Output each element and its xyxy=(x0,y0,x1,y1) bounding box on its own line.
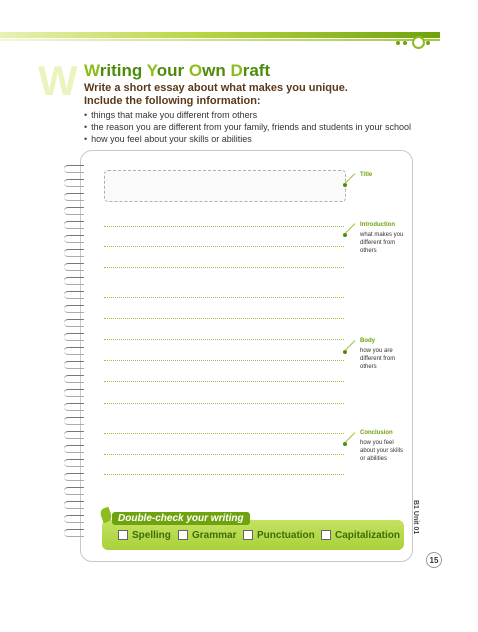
spiral-ring xyxy=(64,319,84,327)
spiral-ring xyxy=(64,263,84,271)
bullet-item: • the reason you are different from your family, friends and students in your school xyxy=(84,121,411,133)
writing-line[interactable] xyxy=(104,381,344,382)
spiral-ring xyxy=(64,417,84,425)
writing-line[interactable] xyxy=(104,403,344,404)
checklist-label: Grammar xyxy=(192,529,237,541)
title-rest: raft xyxy=(242,61,271,80)
spiral-ring xyxy=(64,165,84,173)
writing-line[interactable] xyxy=(104,433,344,434)
writing-line[interactable] xyxy=(104,267,344,268)
title-rest: riting xyxy=(99,61,147,80)
section-label-conclusion: Conclusion xyxy=(360,430,393,436)
checklist-item-capitalization[interactable] xyxy=(321,528,400,542)
spiral-ring xyxy=(64,459,84,467)
spiral-ring xyxy=(64,529,84,537)
unit-tab: B1 Unit 01 xyxy=(412,500,419,535)
spiral-ring xyxy=(64,277,84,285)
checkbox[interactable] xyxy=(243,530,253,540)
title-rest: our xyxy=(156,61,189,80)
section-label-introduction: Introduction xyxy=(360,222,395,228)
spiral-ring xyxy=(64,221,84,229)
checkbox[interactable] xyxy=(321,530,331,540)
writing-line[interactable] xyxy=(104,226,344,227)
instruction-bullets xyxy=(84,109,411,145)
checkbox[interactable] xyxy=(178,530,188,540)
section-desc-conclusion: how you feel about your skills or abilities xyxy=(360,440,404,462)
spiral-ring xyxy=(64,515,84,523)
page-title xyxy=(84,61,270,81)
section-desc-introduction: what makes you different from others xyxy=(360,232,404,254)
header-bar-underline xyxy=(0,39,440,41)
spiral-ring xyxy=(64,445,84,453)
spiral-ring xyxy=(64,193,84,201)
writing-line[interactable] xyxy=(104,339,344,340)
title-input-box[interactable] xyxy=(104,170,346,202)
spiral-ring xyxy=(64,179,84,187)
checklist-item-spelling[interactable] xyxy=(118,528,171,542)
spiral-ring xyxy=(64,389,84,397)
spiral-ring xyxy=(64,347,84,355)
section-label-body: Body xyxy=(360,338,375,344)
title-cap: W xyxy=(84,61,100,80)
spiral-binding xyxy=(64,165,86,545)
checklist-label: Punctuation xyxy=(257,529,315,541)
spiral-ring xyxy=(64,305,84,313)
bullet-item: • how you feel about your skills or abilities xyxy=(84,133,411,145)
spiral-ring xyxy=(64,431,84,439)
spiral-ring xyxy=(64,291,84,299)
section-desc-body: how you are different from others xyxy=(360,348,396,370)
spiral-ring xyxy=(64,235,84,243)
spiral-ring xyxy=(64,333,84,341)
checklist-item-punctuation[interactable] xyxy=(243,528,315,542)
checklist-label: Capitalization xyxy=(335,529,401,541)
checklist-heading: Double-check your writing xyxy=(112,512,250,525)
flower-icon xyxy=(412,36,425,49)
spiral-ring xyxy=(64,361,84,369)
writing-line[interactable] xyxy=(104,246,344,247)
title-cap: Y xyxy=(146,61,157,80)
writing-line[interactable] xyxy=(104,297,344,298)
spiral-ring xyxy=(64,249,84,257)
header-bar xyxy=(0,32,440,38)
title-rest: wn xyxy=(202,61,231,80)
writing-line[interactable] xyxy=(104,454,344,455)
checkbox[interactable] xyxy=(118,530,128,540)
spiral-ring xyxy=(64,473,84,481)
title-cap: D xyxy=(230,61,243,80)
checklist-label: Spelling xyxy=(132,529,171,541)
spiral-ring xyxy=(64,375,84,383)
writing-line[interactable] xyxy=(104,318,344,319)
spiral-ring xyxy=(64,403,84,411)
writing-line[interactable] xyxy=(104,474,344,475)
spiral-ring xyxy=(64,207,84,215)
bullet-item: • things that make you different from others xyxy=(84,109,411,121)
spiral-ring xyxy=(64,487,84,495)
instructions-text: Write a short essay about what makes you unique. Include the following information: xyxy=(84,82,348,107)
section-label-title: Title xyxy=(360,172,373,178)
big-letter-decoration: W xyxy=(38,57,78,104)
writing-line[interactable] xyxy=(104,360,344,361)
title-cap: O xyxy=(188,61,203,80)
page-number: 15 xyxy=(426,552,442,568)
spiral-ring xyxy=(64,501,84,509)
checklist-item-grammar[interactable] xyxy=(178,528,236,542)
